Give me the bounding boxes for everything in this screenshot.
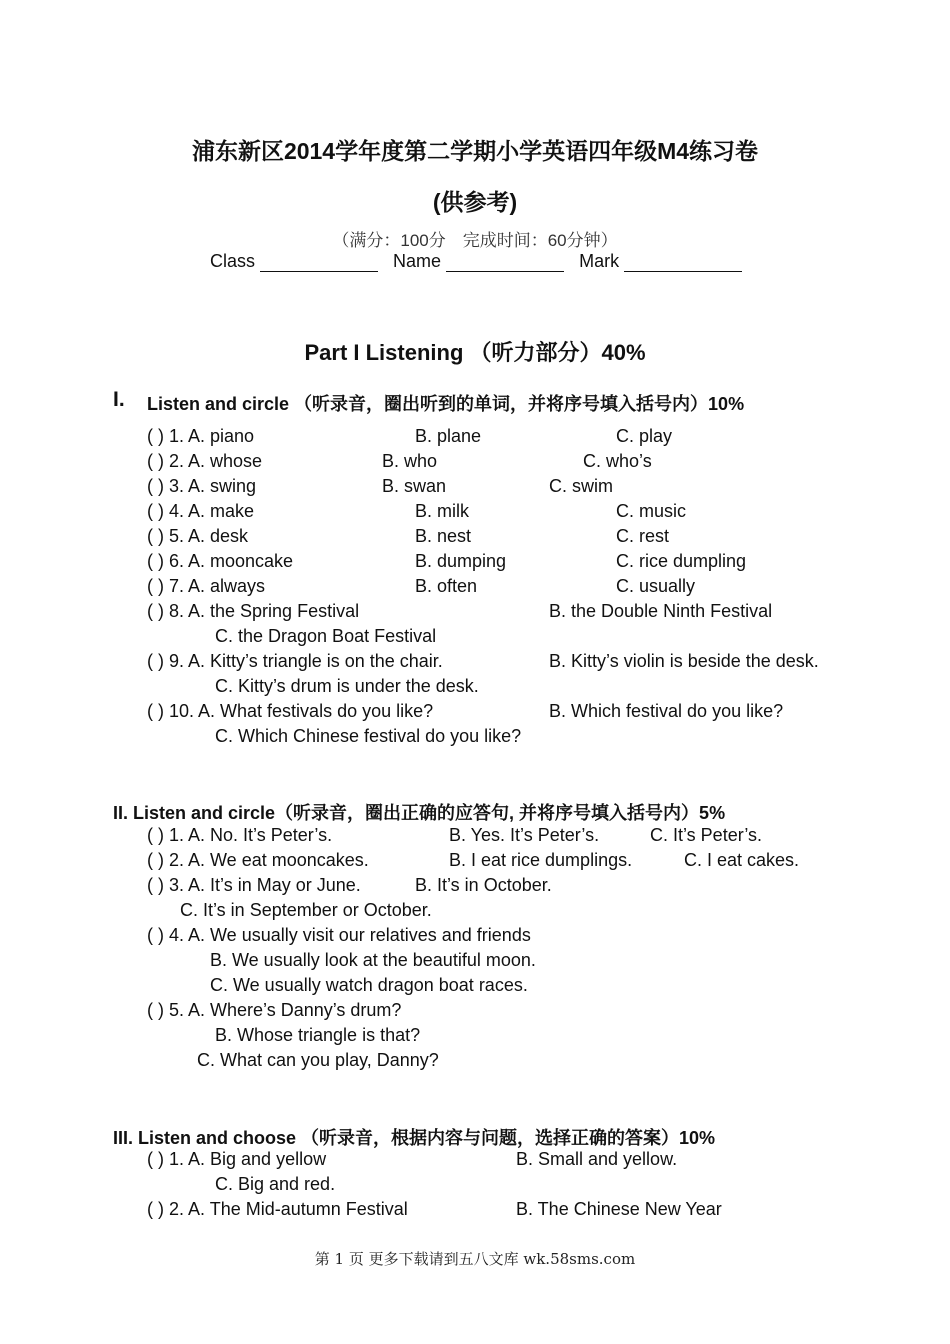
section1-heading: Listen and circle （听录音，圈出听到的单词，并将序号填入括号内）10% [147, 394, 745, 414]
page-footer: 第 1 页 更多下载请到五八文库 wk.58sms.com [314, 1250, 636, 1268]
s3-q1-option-c: C. Big and red. [215, 1174, 336, 1194]
s2-q5-stem: ( ) 5. A. Where’s Danny’s drum? [147, 1000, 402, 1020]
s1-q9-option-c: C. Kitty’s drum is under the desk. [215, 676, 479, 696]
name-label: Name [393, 251, 442, 271]
s1-q1-option-c: C. play [616, 426, 673, 446]
s1-q4-option-b: B. milk [415, 501, 469, 521]
s1-q7-option-b: B. often [415, 576, 478, 596]
s1-q4-stem: ( ) 4. A. make [147, 501, 255, 521]
s2-q3-option-b: B. It’s in October. [415, 875, 552, 895]
s2-q5-option-b: B. Whose triangle is that? [215, 1025, 421, 1045]
s1-q2-option-c: C. who’s [583, 451, 652, 471]
s1-q4-option-c: C. music [616, 501, 687, 521]
s1-q8-stem: ( ) 8. A. the Spring Festival [147, 601, 360, 621]
s1-q1-stem: ( ) 1. A. piano [147, 426, 255, 446]
s2-q4-option-b: B. We usually look at the beautiful moon. [210, 950, 536, 970]
s1-q3-stem: ( ) 3. A. swing [147, 476, 257, 496]
s1-q7-option-c: C. usually [616, 576, 696, 596]
s1-q5-option-b: B. nest [415, 526, 472, 546]
s1-q5-option-c: C. rest [616, 526, 670, 546]
s1-q3-option-c: C. swim [549, 476, 613, 496]
page-subtitle: (供参考) [432, 189, 518, 215]
s1-q10-stem: ( ) 10. A. What festivals do you like? [147, 701, 434, 721]
s2-q1-option-c: C. It’s Peter’s. [650, 825, 763, 845]
s3-q2-stem: ( ) 2. A. The Mid-autumn Festival [147, 1199, 408, 1219]
s2-q3-option-c: C. It’s in September or October. [180, 900, 432, 920]
mark-blank[interactable] [624, 254, 742, 272]
exam-meta: （满分：100分 完成时间：60分钟） [332, 231, 618, 250]
s2-q4-stem: ( ) 4. A. We usually visit our relatives and friends [147, 925, 531, 945]
class-blank[interactable] [260, 254, 378, 272]
s1-q10-option-b: B. Which festival do you like? [549, 701, 784, 721]
student-info-row [210, 251, 752, 272]
s1-q2-option-b: B. who [382, 451, 438, 471]
s1-q6-option-b: B. dumping [415, 551, 507, 571]
s1-q1-option-b: B. plane [415, 426, 482, 446]
section2-heading: II. Listen and circle（听录音，圈出正确的应答句, 并将序号填入括号内）5% [113, 803, 726, 823]
s1-q8-option-b: B. the Double Ninth Festival [549, 601, 773, 621]
section1-roman: I. [113, 388, 125, 411]
s1-q6-stem: ( ) 6. A. mooncake [147, 551, 294, 571]
s2-q3-stem: ( ) 3. A. It’s in May or June. [147, 875, 361, 895]
s2-q5-option-c: C. What can you play, Danny? [197, 1050, 439, 1070]
s2-q2-stem: ( ) 2. A. We eat mooncakes. [147, 850, 369, 870]
s1-q3-option-b: B. swan [382, 476, 447, 496]
s1-q5-stem: ( ) 5. A. desk [147, 526, 249, 546]
s2-q2-option-c: C. I eat cakes. [684, 850, 800, 870]
s1-q9-option-b: B. Kitty’s violin is beside the desk. [549, 651, 819, 671]
s1-q9-stem: ( ) 9. A. Kitty’s triangle is on the chair. [147, 651, 443, 671]
page-title: 浦东新区2014学年度第二学期小学英语四年级M4练习卷 [191, 138, 759, 164]
s1-q8-option-c: C. the Dragon Boat Festival [215, 626, 437, 646]
s1-q2-stem: ( ) 2. A. whose [147, 451, 263, 471]
s3-q1-stem: ( ) 1. A. Big and yellow [147, 1149, 327, 1169]
s1-q7-stem: ( ) 7. A. always [147, 576, 266, 596]
part1-heading: Part I Listening （听力部分）40% [304, 340, 646, 365]
s2-q2-option-b: B. I eat rice dumplings. [449, 850, 633, 870]
s2-q1-stem: ( ) 1. A. No. It’s Peter’s. [147, 825, 333, 845]
mark-label: Mark [579, 251, 620, 271]
s1-q6-option-c: C. rice dumpling [616, 551, 747, 571]
class-label: Class [210, 251, 256, 271]
s3-q2-option-b: B. The Chinese New Year [516, 1199, 722, 1219]
s1-q10-option-c: C. Which Chinese festival do you like? [215, 726, 522, 746]
section3-heading: III. Listen and choose （听录音，根据内容与问题，选择正确的答案）10% [113, 1128, 716, 1148]
s2-q1-option-b: B. Yes. It’s Peter’s. [449, 825, 600, 845]
name-blank[interactable] [446, 254, 564, 272]
s3-q1-option-b: B. Small and yellow. [516, 1149, 678, 1169]
s2-q4-option-c: C. We usually watch dragon boat races. [210, 975, 528, 995]
